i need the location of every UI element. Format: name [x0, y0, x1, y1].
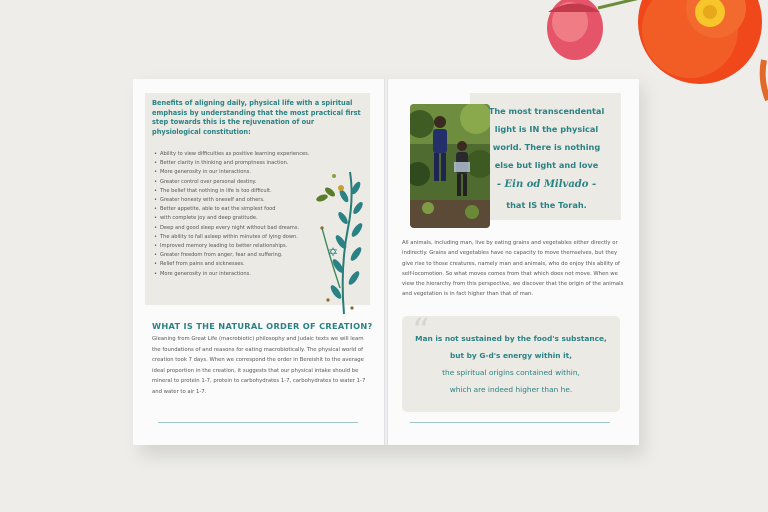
left-footer-rule [158, 422, 358, 423]
callout-line: which are indeed higher than he. [449, 385, 573, 394]
callout-line: the spiritual origins contained within, [442, 368, 580, 377]
benefit-item: • The ability to fall asleep within minutes of lying down. [154, 233, 329, 242]
benefits-title: Benefits of aligning daily, physical life with a spiritual emphasis by understanding that the most practical first step towards this is the rejuvenation of our physiological constitution: [152, 99, 361, 136]
quote-line: world. There is nothing [492, 142, 601, 152]
quotation-mark-icon: “ [412, 311, 430, 351]
benefit-item: • Greater freedom from anger, fear and suffering. [154, 251, 329, 260]
quote-line: The most transcendental [488, 106, 605, 116]
benefit-item: • Improved memory leading to better relationships. [154, 242, 329, 251]
benefit-item-continuation: • with complete joy and deep gratitude. [154, 214, 329, 223]
booklet-spine [384, 79, 388, 445]
quote-script-line: - Ein od Milvado - [496, 179, 597, 190]
benefit-item: • Deep and good sleep every night without bad dreams. [154, 224, 329, 233]
benefit-item: • More generosity in our interactions. [154, 168, 329, 177]
children-in-garden-photo [410, 104, 490, 228]
svg-text:✡: ✡ [328, 245, 339, 259]
callout-line: but by G-d's energy within it, [449, 351, 572, 360]
right-body-text: All animals, including man, live by eating grains and vegetables either directly or indirectly. Grains and vegetables have no capacity to move themselves, but they give rise to those creatures, namely man and animals, who do enjoy this ability of self-locomotion. So what moves comes from that which does not move. When we view the hierarchy from this perspective, we discover that the origin of the animals and vegetation is in fact higher than that of man. [402, 240, 624, 298]
benefit-item: • Relief from pains and sicknesses. [154, 260, 329, 269]
callout-line: Man is not sustained by the food's substance, [415, 334, 607, 343]
benefit-item: • Greater honesty with oneself and others. [154, 196, 329, 205]
benefits-list [154, 150, 329, 279]
plant-illustration [310, 168, 382, 316]
right-poppy [638, 0, 768, 100]
benefit-item: • Ability to view difficulties as positive learning experiences. [154, 150, 329, 159]
section-body: Gleaning from Great Life (macrobiotic) philosophy and Judaic texts we will learn the foundations of and reasons for eating macrobiotically. The physical world of creation took 7 days. When we correspond the order in Bereishit to the average ideal proportion in the creation, it suggests that our physical intake should be mineral to protein 1-7, protein to carbohydrates 1-7, carbohydrates to water 1-7 and water to air 1-7. [152, 336, 366, 395]
left-poppy-bud [547, 0, 603, 60]
benefit-item: • Better appetite, able to eat the simplest food [154, 205, 329, 214]
benefit-item: • More generosity in our interactions. [154, 270, 329, 279]
benefit-item: • The belief that nothing in life is too difficult. [154, 187, 329, 196]
callout-panel [402, 311, 620, 412]
quote-line: light is IN the physical [494, 124, 599, 134]
benefit-item: • Greater control over personal destiny. [154, 178, 329, 187]
section-title: WHAT IS THE NATURAL ORDER OF CREATION? [152, 321, 373, 331]
quote-tail: that IS the Torah. [506, 200, 587, 210]
right-footer-rule [410, 422, 610, 423]
quote-line: else but light and love [494, 160, 599, 170]
benefit-item: • Better clarity in thinking and promptness inaction. [154, 159, 329, 168]
